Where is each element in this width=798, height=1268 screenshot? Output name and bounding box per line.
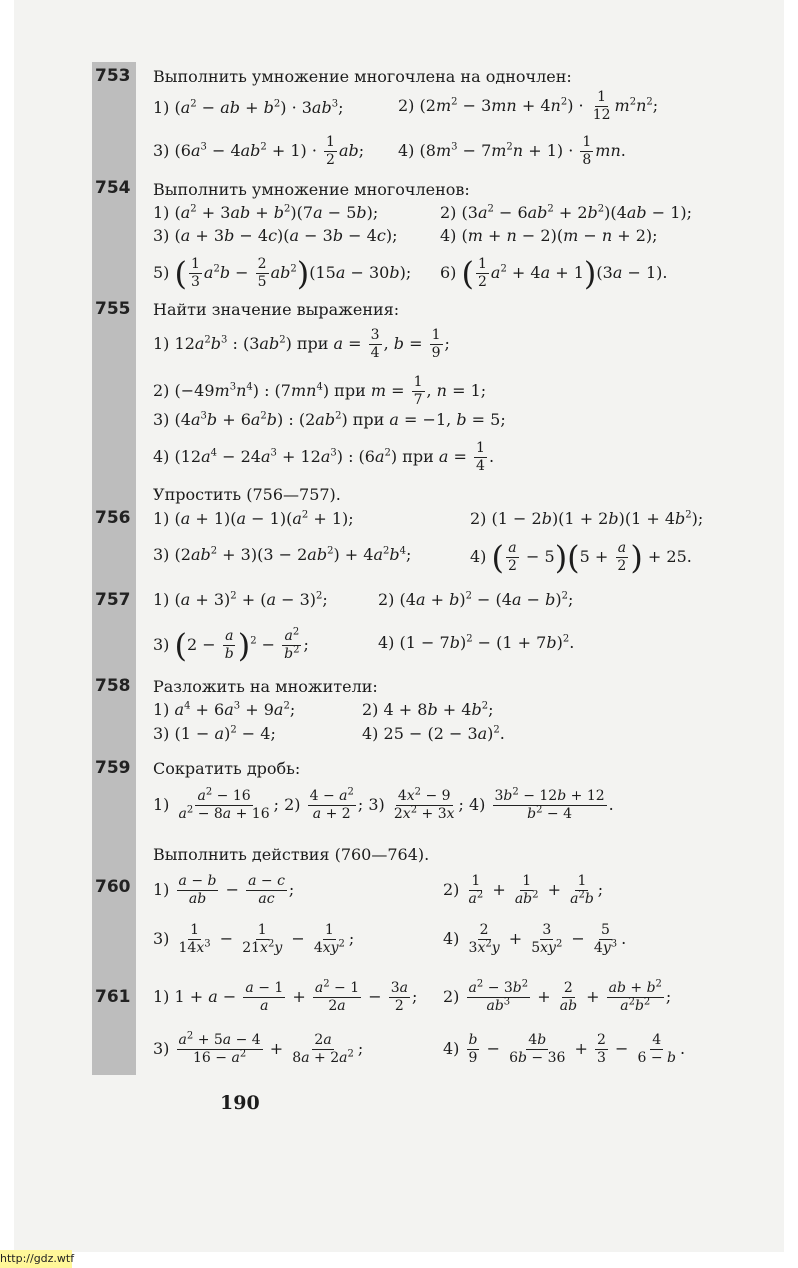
problem-757-item-3: 3) (2 − $\frac{a}{b}$ )$^2$ − $\frac{a^2}{b^2}$ ; [153,626,309,665]
problem-number-753: 753 [95,66,131,86]
problem-755-item-4: 4) $(12a^4 - 24a^3 + 12a^3)$ : $(6a^2)$ при a = $\frac{1}{4}$ . [153,440,495,474]
problem-number-760: 760 [95,877,131,897]
problem-761-item-2: 2) $\frac{a^2 - 3b^2}{ab^3}$ + $\frac{2}{ab}$ + $\frac{ab + b^2}{a^2b^2}$ ; [443,978,672,1014]
problem-758-item-1: 1) $a^4 + 6a^3 + 9a^2$; [153,700,296,719]
problem-756-item-3: 3) $(2ab^2 + 3)(3 - 2ab^2) + 4a^2b^4$; [153,545,412,564]
problem-758-item-3: 3) $(1 - a)^2 - 4$; [153,724,276,743]
problem-756-item-4: 4) ( $\frac{a}{2}$ − 5)(5 + $\frac{a}{2}$ ) + 25. [470,538,692,577]
problem-755-item-2: 2) $(-49m^3n^4)$ : $(7mn^4)$ при m = $\frac{1}{7}$ , n = 1; [153,374,487,408]
problem-number-757: 757 [95,590,131,610]
problem-number-stripe [92,62,136,1075]
problem-number-761: 761 [95,987,131,1007]
problem-number-755: 755 [95,299,131,319]
problem-755-item-3: 3) $(4a^3b + 6a^2b)$ : $(2ab^2)$ при a = −1, b = 5; [153,410,506,429]
problem-758-item-4: 4) $25 - (2 - 3a)^2$. [362,724,505,743]
problem-757-item-4: 4) $(1 - 7b)^2 - (1 + 7b)^2$. [378,633,575,652]
problem-754-title: Выполнить умножение многочленов: [153,180,470,199]
group-760-764-title: Выполнить действия (760—764). [153,845,430,864]
problem-753-item-1: 1) ($a^2$ − ab + $b^2) \cdot 3ab^3$; [153,98,344,117]
problem-757-item-2: 2) $(4a + b)^2 - (4a - b)^2$; [378,590,574,609]
problem-754-item-5: 5) ( $\frac{1}{3}$ $a^2b$ − $\frac{2}{5}$ $ab^2)(15a - 30b)$; [153,254,412,293]
problem-759-items: 1) $\frac{a^2 - 16}{a^2 - 8a + 16}$ ; 2) $\frac{4 - a^2}{a + 2}$ ; 3) $\frac{4x^2 - 9}{2x^2 + 3x}$ ; 4) $\frac{3b^2 - 12b + 12}{b^2 - 4}$ . [153,786,614,822]
problem-759-title: Сократить дробь: [153,759,301,778]
problem-754-item-6: 6) ( $\frac{1}{2}$ $a^2 + 4a + 1)(3a - 1)$. [440,254,668,293]
page-number: 190 [220,1092,260,1114]
problem-760-item-2: 2) $\frac{1}{a^2}$ + $\frac{1}{ab^2}$ + $\frac{1}{a^2b}$ ; [443,873,604,907]
problem-761-item-4: 4) $\frac{b}{9}$ − $\frac{4b}{6b - 36}$ + $\frac{2}{3}$ − $\frac{4}{6 - b}$ . [443,1032,686,1066]
problem-761-item-1: 1) 1 + a − $\frac{a - 1}{a}$ + $\frac{a^2 - 1}{2a}$ − $\frac{3a}{2}$ ; [153,978,418,1014]
problem-754-item-1: 1) $(a^2 + 3ab + b^2)(7a - 5b)$; [153,203,379,222]
problem-760-item-3: 3) $\frac{1}{14x^3}$ − $\frac{1}{21x^2y}$ − $\frac{1}{4xy^2}$ ; [153,922,355,956]
problem-number-754: 754 [95,178,131,198]
problem-755-item-1: 1) $12a^2b^3$ : $(3ab^2)$ при a = $\frac{3}{4}$ , b = $\frac{1}{9}$ ; [153,327,450,361]
problem-753-item-2: 2) $(2m^2 - 3mn + 4n^2)$ · $\frac{1}{12}$ $m^2n^2$; [398,89,659,123]
problem-756-item-1: 1) $(a + 1)(a - 1)(a^2 + 1)$; [153,509,354,528]
watermark-link[interactable]: http://gdz.wtf [0,1250,72,1268]
problem-number-756: 756 [95,508,131,528]
problem-758-title: Разложить на множители: [153,677,378,696]
problem-761-item-3: 3) $\frac{a^2 + 5a - 4}{16 - a^2}$ + $\frac{2a}{8a + 2a^2}$ ; [153,1030,364,1066]
problem-753-item-3: 3) $(6a^3 - 4ab^2 + 1)$ · $\frac{1}{2}$ ab; [153,134,365,168]
problem-number-758: 758 [95,676,131,696]
problem-753-item-4: 4) $(8m^3 - 7m^2n + 1)$ · $\frac{1}{8}$ mn. [398,134,626,168]
problem-760-item-4: 4) $\frac{2}{3x^2y}$ + $\frac{3}{5xy^2}$ − $\frac{5}{4y^3}$ . [443,922,627,956]
problem-757-item-1: 1) $(a + 3)^2 + (a - 3)^2$; [153,590,328,609]
problem-number-759: 759 [95,758,131,778]
problem-754-item-4: 4) (m + n − 2)(m − n + 2); [440,226,658,245]
problem-754-item-3: 3) (a + 3b − 4c)(a − 3b − 4c); [153,226,398,245]
problem-755-title: Найти значение выражения: [153,300,400,319]
problem-760-item-1: 1) $\frac{a - b}{ab}$ − $\frac{a - c}{ac}$ ; [153,873,295,907]
problem-753-title: Выполнить умножение многочлена на одночлен: [153,67,572,86]
problem-754-item-2: 2) $(3a^2 - 6ab^2 + 2b^2)(4ab - 1)$; [440,203,693,222]
group-756-757-title: Упростить (756—757). [153,485,341,504]
problem-756-item-2: 2) $(1 - 2b)(1 + 2b)(1 + 4b^2)$; [470,509,704,528]
problem-758-item-2: 2) $4 + 8b + 4b^2$; [362,700,494,719]
